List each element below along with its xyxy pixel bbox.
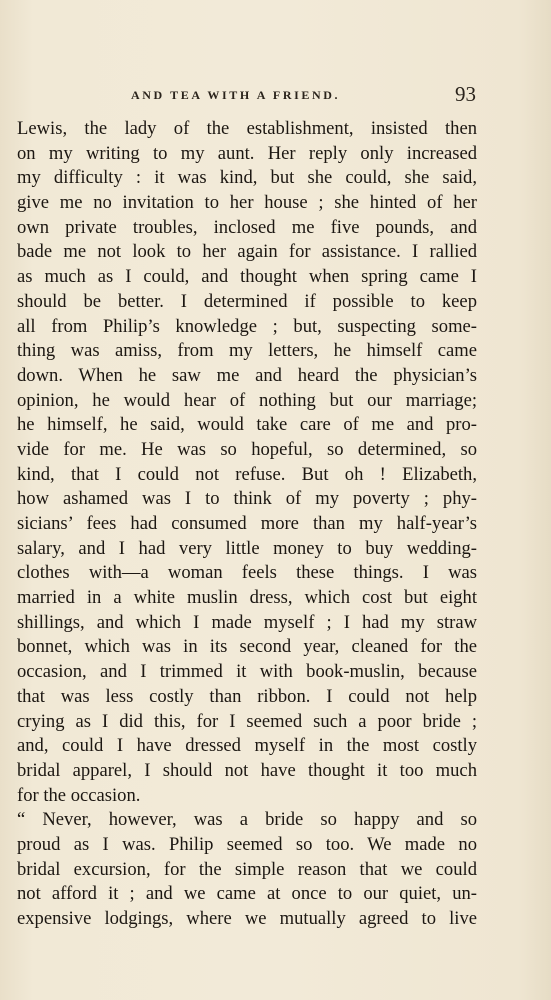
page-number: 93 [455, 82, 476, 106]
text-line: vide for me. He was so hopeful, so determined, so [17, 438, 477, 460]
text-line: on my writing to my aunt. Her reply only increased [17, 142, 477, 164]
text-line: opinion, he would hear of nothing but our marriage; [17, 389, 477, 411]
text-line: all from Philip’s knowledge ; but, suspecting some- [17, 315, 477, 337]
text-line: as much as I could, and thought when spring came I [17, 266, 477, 288]
running-head [0, 84, 551, 108]
text-line: clothes with—a woman feels these things. I was [17, 562, 477, 584]
text-line: down. When he saw me and heard the physician’s [17, 364, 477, 386]
paragraph-end-line: for the occasion. [17, 784, 141, 806]
text-line: proud as I was. Philip seemed so too. We made no [17, 833, 477, 855]
text-line: expensive lodgings, where we mutually agreed to live [17, 908, 477, 929]
text-line: and, could I have dressed myself in the most costly [17, 735, 477, 757]
text-line: married in a white muslin dress, which cost but eight [17, 587, 477, 609]
text-line: sicians’ fees had consumed more than my half-year’s [17, 513, 477, 534]
text-line: own private troubles, inclosed me five pounds, and [17, 216, 477, 238]
text-line: bonnet, which was in its second year, cleaned for the [17, 636, 477, 658]
text-line: “ Never, however, was a bride so happy and so [17, 809, 477, 831]
text-line: how ashamed was I to think of my poverty ; phy- [17, 488, 477, 510]
body-text [17, 117, 477, 932]
running-head-title: AND TEA WITH A FRIEND. [131, 88, 341, 102]
text-line: he himself, he said, would take care of me and pro- [17, 414, 477, 436]
text-line: my difficulty : it was kind, but she could, she said, [17, 167, 477, 189]
text-line: kind, that I could not refuse. But oh ! Elizabeth, [17, 463, 477, 485]
text-line: should be better. I determined if possible to keep [17, 290, 477, 312]
text-line: salary, and I had very little money to buy wedding- [17, 537, 477, 559]
text-line: bade me not look to her again for assistance. I rallied [17, 241, 477, 263]
text-line: occasion, and I trimmed it with book-muslin, because [17, 661, 477, 683]
text-line: thing was amiss, from my letters, he himself came [17, 340, 477, 362]
text-line: bridal apparel, I should not have thought it too much [17, 759, 477, 781]
text-line: bridal excursion, for the simple reason that we could [17, 858, 477, 880]
text-line: that was less costly than ribbon. I could not help [17, 685, 477, 707]
text-line: give me no invitation to her house ; she hinted of her [17, 192, 477, 214]
text-line: shillings, and which I made myself ; I had my straw [17, 611, 477, 633]
text-line: Lewis, the lady of the establishment, insisted then [17, 118, 477, 139]
text-line: not afford it ; and we came at once to our quiet, un- [17, 883, 477, 905]
text-line: crying as I did this, for I seemed such a poor bride ; [17, 710, 477, 732]
